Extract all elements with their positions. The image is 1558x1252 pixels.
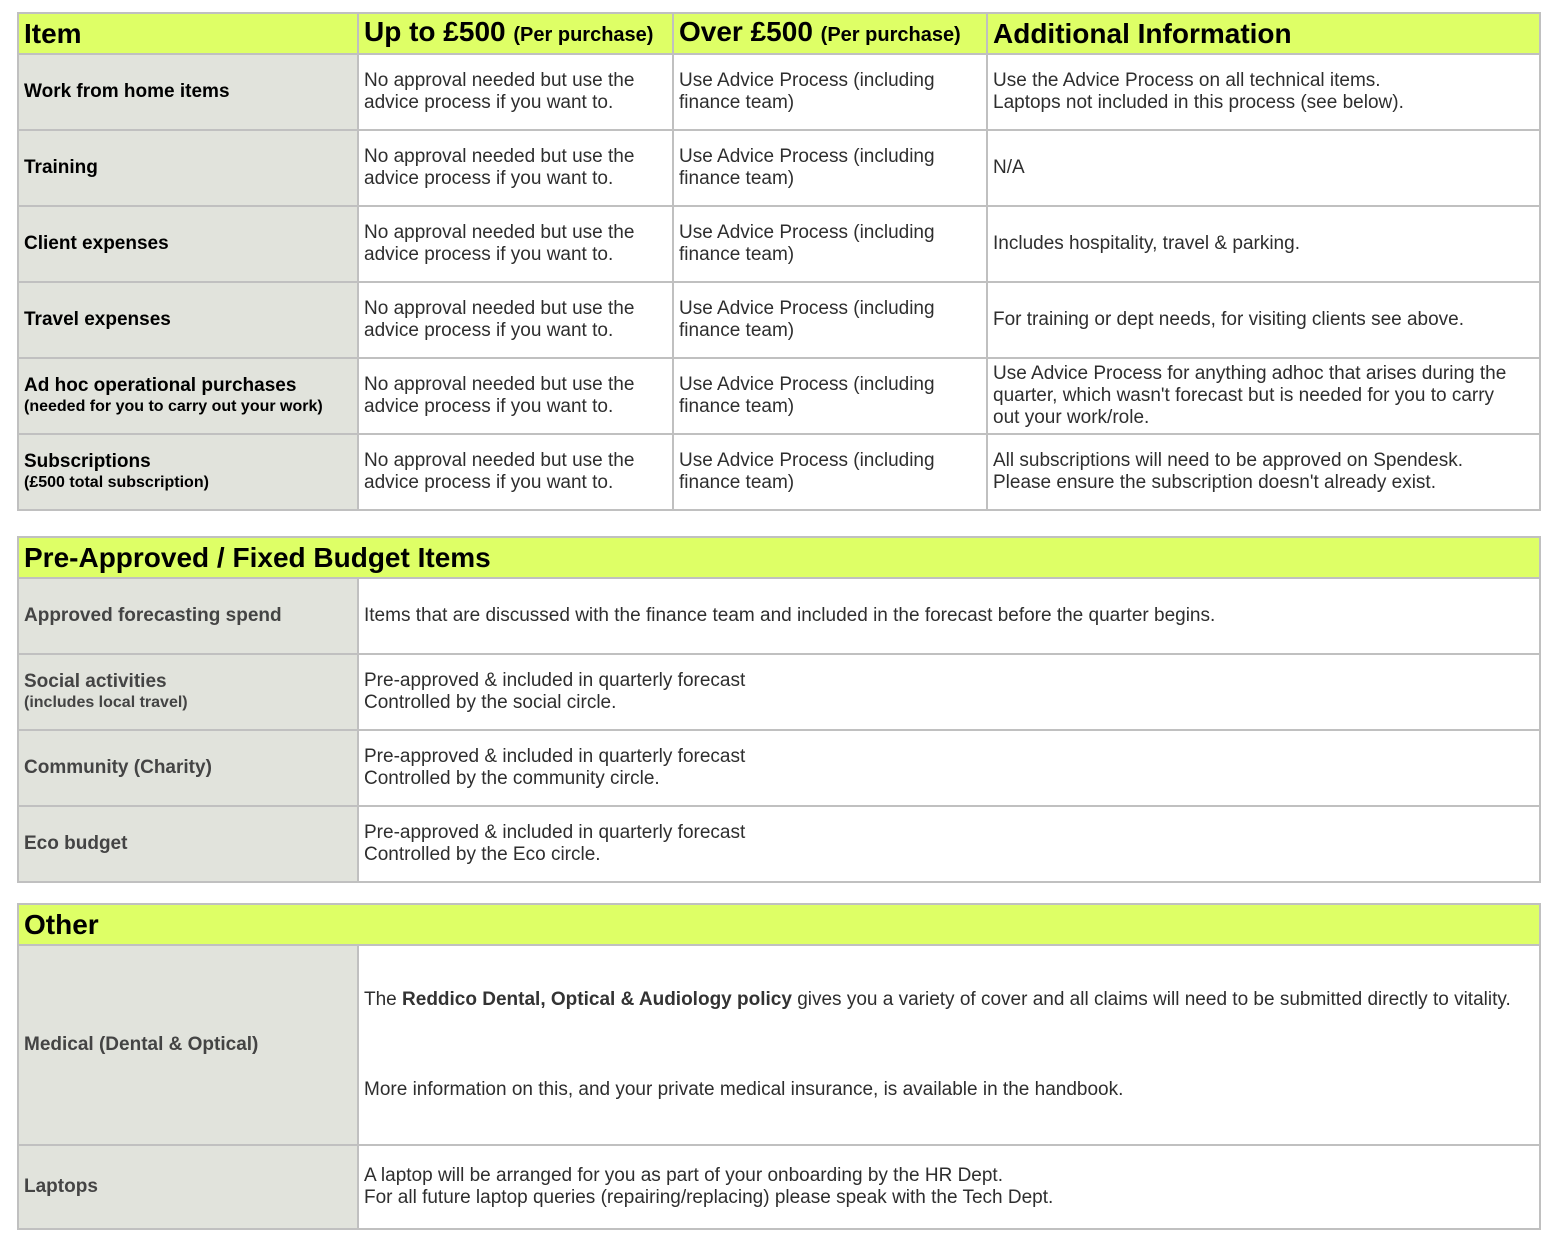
description-cell: Pre-approved & included in quarterly forecast Controlled by the Eco circle. <box>358 806 1540 882</box>
item-label: Travel expenses <box>24 309 171 330</box>
item-label: Work from home items <box>24 81 230 102</box>
item-sublabel: (needed for you to carry out your work) <box>24 398 323 415</box>
item-label: Ad hoc operational purchases <box>24 375 297 396</box>
table-row <box>18 1145 1540 1229</box>
additional-info-cell: N/A <box>987 130 1540 206</box>
description-cell: A laptop will be arranged for you as part of your onboarding by the HR Dept. For all future laptop queries (repairing/replacing) please speak with the Tech Dept. <box>358 1145 1540 1229</box>
table-row <box>18 730 1540 806</box>
other-table <box>17 903 1541 1230</box>
medical-more-info-text: More information on this, and your private medical insurance, is available in the handbook. <box>364 1079 1124 1100</box>
header-item: Item <box>18 13 358 54</box>
over-500-cell: Use Advice Process (including finance team) <box>673 282 987 358</box>
table-row <box>18 54 1540 130</box>
additional-info-cell: Includes hospitality, travel & parking. <box>987 206 1540 282</box>
header-per-purchase-note: (Per purchase) <box>820 24 961 46</box>
description-cell <box>358 945 1540 1145</box>
item-cell: Laptops <box>18 1145 358 1229</box>
purchase-approval-table <box>17 12 1541 511</box>
header-per-purchase-note: (Per purchase) <box>513 24 654 46</box>
table-row <box>18 206 1540 282</box>
item-label: Client expenses <box>24 233 169 254</box>
item-cell <box>18 282 358 358</box>
section-header-row <box>18 904 1540 945</box>
item-cell <box>18 206 358 282</box>
additional-info-cell: Use the Advice Process on all technical items. Laptops not included in this process (see below). <box>987 54 1540 130</box>
description-cell: Pre-approved & included in quarterly forecast Controlled by the social circle. <box>358 654 1540 730</box>
over-500-cell: Use Advice Process (including finance team) <box>673 434 987 510</box>
up-to-500-cell: No approval needed but use the advice process if you want to. <box>358 206 673 282</box>
section-title: Other <box>18 904 1540 945</box>
pre-approved-budget-table <box>17 536 1541 883</box>
item-sublabel: (includes local travel) <box>24 694 188 711</box>
table-row <box>18 945 1540 1145</box>
description-cell: Pre-approved & included in quarterly forecast Controlled by the community circle. <box>358 730 1540 806</box>
over-500-cell: Use Advice Process (including finance team) <box>673 130 987 206</box>
item-label: Social activities <box>24 671 167 692</box>
item-cell <box>18 434 358 510</box>
item-cell <box>18 578 358 654</box>
additional-info-cell: All subscriptions will need to be approved on Spendesk. Please ensure the subscription doesn't already exist. <box>987 434 1540 510</box>
over-500-cell: Use Advice Process (including finance team) <box>673 54 987 130</box>
item-cell <box>18 806 358 882</box>
item-cell <box>18 54 358 130</box>
up-to-500-cell: No approval needed but use the advice process if you want to. <box>358 358 673 434</box>
item-label: Eco budget <box>24 833 128 854</box>
over-500-cell: Use Advice Process (including finance team) <box>673 358 987 434</box>
policy-name: Reddico Dental, Optical & Audiology policy <box>402 989 792 1010</box>
header-additional-info: Additional Information <box>987 13 1540 54</box>
item-sublabel: (£500 total subscription) <box>24 474 209 491</box>
table-header-row <box>18 13 1540 54</box>
over-500-cell: Use Advice Process (including finance team) <box>673 206 987 282</box>
table-row <box>18 434 1540 510</box>
section-header-row <box>18 537 1540 578</box>
up-to-500-cell: No approval needed but use the advice process if you want to. <box>358 434 673 510</box>
description-cell: Items that are discussed with the finance team and included in the forecast before the quarter begins. <box>358 578 1540 654</box>
up-to-500-cell: No approval needed but use the advice process if you want to. <box>358 130 673 206</box>
additional-info-cell: Use Advice Process for anything adhoc that arises during the quarter, which wasn't forecast but is needed for you to carry out your work/role. <box>987 358 1540 434</box>
header-up-to-500: Up to £500 (Per purchase) <box>358 13 673 54</box>
section-title: Pre-Approved / Fixed Budget Items <box>18 537 1540 578</box>
item-label: Training <box>24 157 98 178</box>
table-row <box>18 358 1540 434</box>
item-label: Community (Charity) <box>24 757 212 778</box>
additional-info-cell: For training or dept needs, for visiting clients see above. <box>987 282 1540 358</box>
table-row <box>18 282 1540 358</box>
header-over-500: Over £500 (Per purchase) <box>673 13 987 54</box>
item-cell <box>18 730 358 806</box>
medical-policy-text: The Reddico Dental, Optical & Audiology policy gives you a variety of cover and all claims will need to be submitted directly to vitality. <box>364 989 1511 1010</box>
item-label: Approved forecasting spend <box>24 605 282 626</box>
item-label: Subscriptions <box>24 451 151 472</box>
item-cell <box>18 358 358 434</box>
table-row <box>18 578 1540 654</box>
item-cell <box>18 654 358 730</box>
item-cell: Medical (Dental & Optical) <box>18 945 358 1145</box>
table-row <box>18 806 1540 882</box>
up-to-500-cell: No approval needed but use the advice process if you want to. <box>358 54 673 130</box>
table-row <box>18 654 1540 730</box>
item-cell <box>18 130 358 206</box>
up-to-500-cell: No approval needed but use the advice process if you want to. <box>358 282 673 358</box>
table-row <box>18 130 1540 206</box>
